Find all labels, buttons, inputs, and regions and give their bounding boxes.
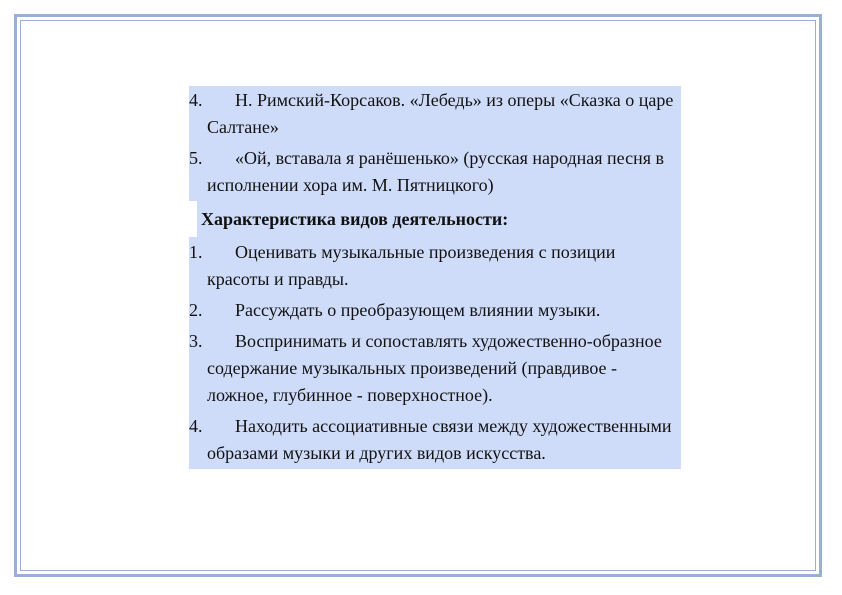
list-item-number: 1.: [189, 242, 203, 262]
slide-content: [189, 86, 681, 469]
list-item-number: 3.: [189, 331, 203, 351]
list-item: [189, 297, 677, 324]
list-item-number: 4.: [189, 90, 203, 110]
list-item-text: Находить ассоциативные связи между художественными образами музыки и других видов искусства.: [207, 416, 672, 463]
list-item-text: Оценивать музыкальные произведения с позиции красоты и правды.: [207, 242, 616, 289]
list-item: [189, 328, 677, 409]
list-item-number: 4.: [189, 416, 203, 436]
list-item-number: 2.: [189, 300, 203, 320]
list-item-number: 5.: [189, 148, 203, 168]
list-item: [189, 145, 677, 199]
heading-row: [189, 201, 681, 237]
list-item-text: Воспринимать и сопоставлять художественно-образное содержание музыкальных произведений (правдивое - ложное, глубинное - поверхностное).: [207, 331, 662, 405]
activities-list: [189, 237, 681, 469]
list-item: [189, 413, 677, 467]
list-item-text: Рассуждать о преобразующем влиянии музыки.: [235, 300, 601, 320]
list-item-text: Н. Римский-Корсаков. «Лебедь» из оперы «Сказка о царе Салтане»: [207, 90, 674, 137]
repertoire-list: [189, 86, 681, 201]
list-item-text: «Ой, вставала я ранёшенько» (русская народная песня в исполнении хора им. М. Пятницкого): [207, 148, 664, 195]
heading-gap: [189, 201, 197, 237]
list-item: [189, 239, 677, 293]
list-item: [189, 87, 677, 141]
section-heading: Характеристика видов деятельности:: [197, 201, 681, 237]
